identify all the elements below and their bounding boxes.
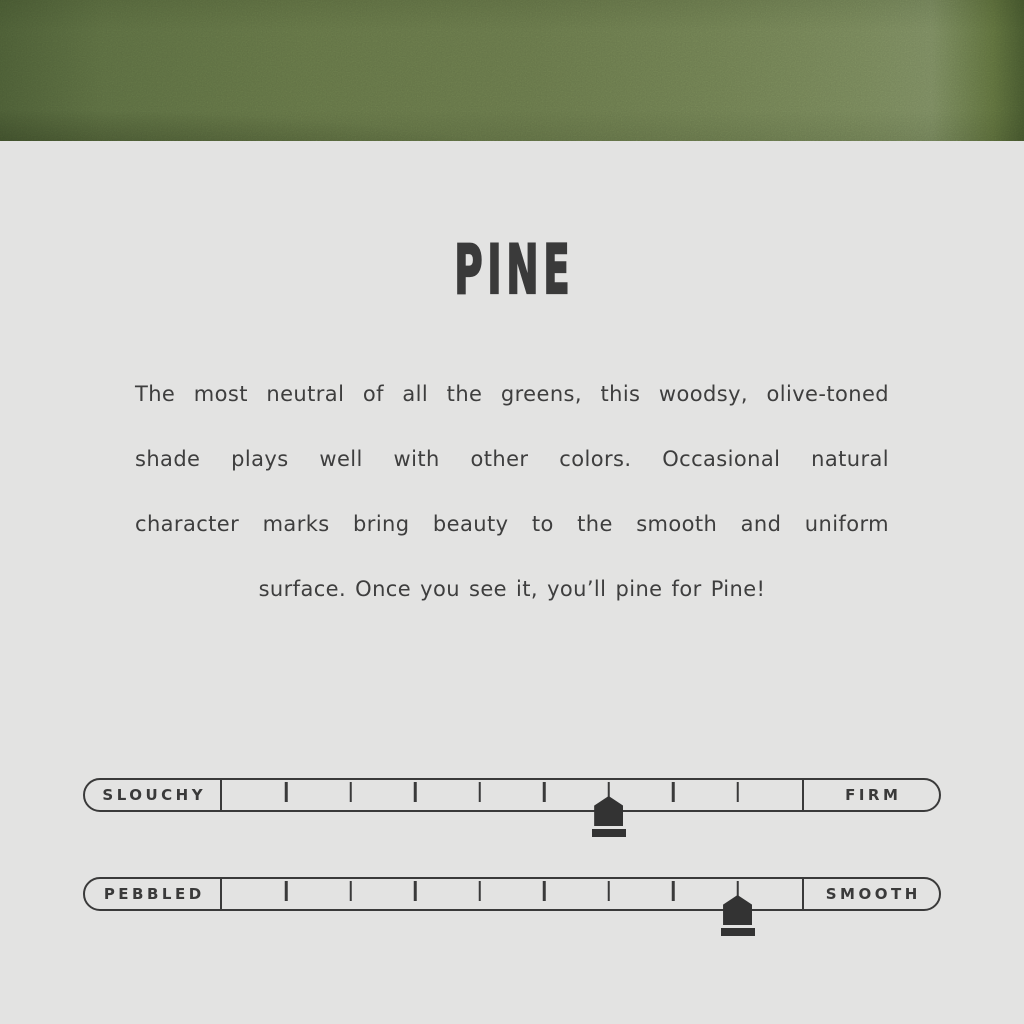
slouchy-firm-scale [83, 778, 941, 812]
scale-tick [607, 881, 610, 901]
scale-tick [414, 782, 417, 802]
scale-marker-bar-icon [721, 928, 755, 936]
scale-marker [592, 796, 626, 837]
scale-left-label-slouchy: SLOUCHY [85, 780, 222, 810]
scale-tick [350, 782, 353, 802]
scale-tick [672, 782, 675, 802]
scale-track [222, 780, 802, 810]
scale-tick [672, 881, 675, 901]
description-line-1: The most neutral of all the greens, this woodsy, olive-toned [135, 382, 889, 406]
scale-tick [285, 881, 288, 901]
scale-tick [285, 782, 288, 802]
scale-tick [479, 782, 482, 802]
description-line-4: surface. Once you see it, you’ll pine for Pine! [258, 577, 766, 601]
scale-marker-nib-icon [594, 796, 623, 826]
scale-right-label-firm: FIRM [802, 780, 939, 810]
color-description [135, 362, 889, 622]
scale-tick [543, 782, 546, 802]
scale-marker-nib-icon [723, 895, 752, 925]
scale-marker-bar-icon [592, 829, 626, 837]
scale-track [222, 879, 802, 909]
color-name-title: PINE [454, 231, 575, 310]
scale-marker [721, 895, 755, 936]
scale-tick [350, 881, 353, 901]
scale-tick [543, 881, 546, 901]
description-line-2: shade plays well with other colors. Occasional natural [135, 447, 889, 471]
scale-tick [736, 782, 739, 802]
description-line-3: character marks bring beauty to the smooth and uniform [135, 512, 889, 536]
scale-tick [414, 881, 417, 901]
leather-grain-texture [0, 0, 1024, 141]
scale-left-label-pebbled: PEBBLED [85, 879, 222, 909]
scale-right-label-smooth: SMOOTH [802, 879, 939, 909]
leather-swatch-image [0, 0, 1024, 141]
scale-tick [479, 881, 482, 901]
pebbled-smooth-scale [83, 877, 941, 911]
